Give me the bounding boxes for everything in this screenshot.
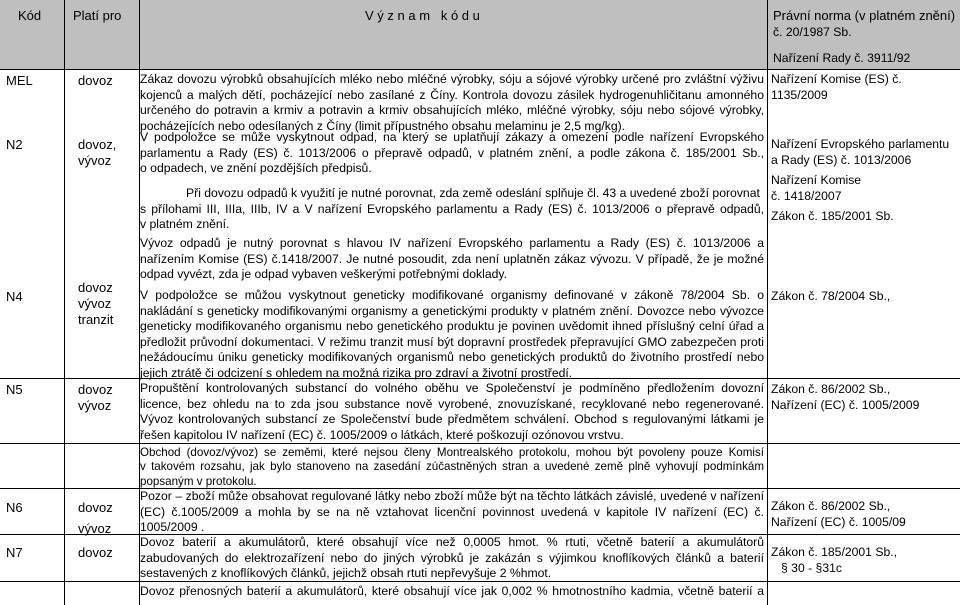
text-line: zabudovaných do elektrozařízení nebo do jiných výrobků je zakázán s výjimkou knoflíkových článků a baterií	[140, 550, 764, 565]
text-line: o odpadech, ve znění pozdějších předpisů.	[140, 161, 372, 176]
text-line: v platném znění.	[140, 217, 230, 232]
text-line: pocházejících nebo odesílaných z Číny (limit přípustného obsahu melaminu je 2,5 mg/kg).	[140, 118, 626, 133]
norma-line: Nařízení (EC) č. 1005/09	[771, 514, 906, 529]
norma-line: Nařízení Evropského parlamentu	[771, 137, 950, 151]
text-line: s přílohami III, IIIa, IIIb, IV a V nařízení Evropského parlamentu a Rady (ES) č. 1013/2006 o přepravě odpadů,	[140, 201, 764, 216]
row-mel-text	[140, 72, 764, 134]
text-line: určeného do potravin a krmiv a potravin a krmiv obsahujících mléko, mléčné výrobky, sóju nebo sójové výrobky,	[140, 103, 764, 118]
text-line: popsaným v protokolu.	[140, 474, 257, 488]
text-line: V podpoložce se může vyskytnout odpad, na který se uplatňují zákazy a omezení podle nařízení Evropského	[140, 130, 764, 144]
text-line: Zákaz dovozu výrobků obsahujících mléko nebo mléčné výrobky, sóju a sójové výrobky určené pro zvláštní výživu	[140, 72, 764, 86]
text-line: geneticky modifikovaného organismu nebo genetického produktu je povinen uvědomit ihned příslušný celní úřad a	[140, 319, 764, 334]
text-line: jejich ztrátě či odcizení s ohledem na možná rizika pro zdraví a životní prostředí.	[140, 365, 573, 380]
text-line: Dovoz baterií a akumulátorů, které obsahují více než 0,0005 hmot. % rtuti, včetně baterií a akumulátorů	[140, 535, 764, 549]
text-line: Obchod (dovoz/vývoz) se zeměmi, které nejsou členy Montrealského protokolu, mohou být povoleny pouze Komisí	[140, 446, 764, 459]
text-line: Při dovozu odpadů k využití je nutné porovnat, zda země odeslání splňuje čl. 43 a uvedené zboží porovnat	[186, 186, 760, 200]
plati-item: dovoz	[78, 382, 113, 397]
norma-line: Nařízení Komise	[771, 173, 862, 188]
row-mel-code: MEL	[6, 73, 33, 88]
norma-line: Zákon č. 78/2004 Sb.,	[771, 289, 891, 303]
norma-line: č. 1418/2007	[771, 188, 842, 203]
text-line: v takovém rozsahu, jak bylo stanoveno na zasedání zúčastněných stran a uvedené země plně vyhovují podmínkám	[140, 460, 764, 474]
row-n4-code: N4	[6, 289, 23, 304]
row-n2-code: N2	[6, 137, 23, 152]
text-line: Vývoz kontrolovaných substancí ze Společenství bude předmětem schválení. Obchod s regulovanými látkami je	[140, 412, 764, 427]
header-kod: Kód	[18, 8, 42, 23]
row-n4-plati	[78, 280, 136, 328]
row-mel-norma	[771, 72, 957, 103]
row-n2-plati	[78, 137, 136, 169]
text-line: (EC) č.1005/2009 a mohla by se na ně vztahovat licenční povinnost uvedená v kapitole IV nařízení (EC) č.	[140, 504, 764, 519]
row-n7-plati: dovoz	[78, 545, 113, 560]
plati-item: vývoz	[78, 521, 112, 536]
plati-item: dovoz	[78, 280, 113, 295]
column-divider	[767, 0, 768, 605]
norma-line: Zákon č. 86/2002 Sb.,	[771, 499, 891, 513]
row-n5-plati	[78, 382, 136, 414]
row-n6-norma	[771, 499, 957, 530]
row-n6-text	[140, 489, 764, 536]
text-line: 1005/2009 .	[140, 520, 205, 535]
norma-line: a Rady (ES) č. 1013/2006	[771, 152, 912, 167]
row-mel-plati: dovoz	[78, 73, 113, 88]
row-n6-plati	[78, 500, 136, 537]
text-line: nařízením Komise (ES) č.1418/2007. Je nutné posoudit, zda není uplatněn zákaz vývozu. V případě, že je možné	[140, 251, 764, 266]
norma-line: Zákon č. 86/2002 Sb.,	[771, 382, 891, 396]
row-n7-text-b	[140, 584, 764, 600]
row-n2-text-b	[140, 186, 764, 233]
row-n2-norma	[771, 137, 957, 225]
row-n2-text-c	[140, 236, 764, 283]
row-n5-text-a	[140, 381, 764, 443]
text-line: nakládání s geneticky modifikovanými organismy a genetickými produkty v platném znění. Dovozce nebo vývozce	[140, 303, 764, 318]
header-pravni-norma: Právní norma (v platném znění)	[773, 8, 956, 23]
header-bottom-line	[0, 69, 960, 70]
row-n7-norma	[771, 545, 957, 576]
text-line: Pozor – zboží může obsahovat regulované látky nebo zboží může být na těchto látkách závislé, uvedené v nařízení	[140, 489, 764, 503]
header-vyznam: V ý z n a m k ó d u	[365, 8, 480, 23]
norma-line: Zákon č. 185/2001 Sb.,	[771, 545, 898, 559]
plati-item: tranzit	[78, 312, 114, 327]
row-n6-code: N6	[6, 500, 23, 515]
text-line: V podpoložce se můžou vyskytnout geneticky modifikované organismy definované v zákoně 78/2004 Sb. o	[140, 288, 764, 302]
norma-line: § 30 - §31c	[781, 560, 842, 575]
text-line: Dovoz přenosných baterií a akumulátorů, které obsahují více jak 0,002 % hmotnostního kadmia, včetně baterií a	[140, 584, 764, 598]
text-line: parlamentu a Rady (ES) č. 1013/2006 o přepravě odpadů, v platném znění, a podle zákona č. 185/2001 Sb.,	[140, 145, 764, 160]
plati-item: dovoz	[78, 500, 113, 515]
row-n4-text	[140, 288, 764, 382]
norma-line: Zákon č. 185/2001 Sb.	[771, 209, 894, 224]
row-n7-text	[140, 535, 764, 582]
norma-line: Nařízení Komise (ES) č.	[771, 72, 902, 86]
text-line: nežádoucímu úniku geneticky modifikovaných organismů nebo genetických produktů do životního prostředí nebo	[140, 350, 764, 365]
plati-item: vývoz	[78, 153, 112, 168]
row-n4-norma	[771, 289, 957, 305]
text-line: řešen kapitolou IV nařízení (EC) č. 1005/2009 o látkách, které poškozují ozónovou vrstvu.	[140, 427, 624, 442]
norma-line: Nařízení (EC) č. 1005/2009	[771, 397, 920, 412]
text-line: odpad vyvézt, zda je odpad vybaven veškerými potřebnými doklady.	[140, 267, 507, 282]
plati-item: vývoz	[78, 398, 112, 413]
header-norma-line-2: Nařízení Rady č. 3911/92	[773, 51, 911, 65]
header-norma-line-1: č. 20/1987 Sb.	[773, 25, 852, 39]
row-n5-text-b	[140, 446, 764, 489]
column-divider	[64, 0, 65, 605]
plati-item: dovoz,	[78, 137, 117, 152]
text-line: licence, bez ohledu na to zda jsou substance nově vyrobené, znovuzískané, recyklované nebo regenerované.	[140, 396, 764, 411]
text-line: předložit průvodní dokumentaci. V režimu tranzit musí být dopravní prostředek přepravující GMO zabezpečen proti	[140, 334, 764, 349]
text-line: sestavených z knoflíkových článků, jejichž obsah rtuti nepřevyšuje 2 %hmot.	[140, 566, 552, 581]
text-line: Propuštění kontrolovaných substancí do volného oběhu ve Společenství je podmíněno předložením dovozní	[140, 381, 764, 395]
plati-item: vývoz	[78, 296, 112, 311]
norma-line: 1135/2009	[771, 87, 828, 102]
text-line: Vývoz odpadů je nutný porovnat s hlavou IV nařízení Evropského parlamentu a Rady (ES) č. 1013/2006 a	[140, 236, 764, 250]
row-n5-norma	[771, 382, 957, 413]
row-n2-text-a	[140, 130, 764, 177]
row-n5-code: N5	[6, 382, 23, 397]
header-plati-pro: Platí pro	[73, 8, 122, 23]
row-n7-code: N7	[6, 545, 23, 560]
text-line: kojenců a malých dětí, pocházející nebo zasílané z Číny. Kontrola dovozu zásilek hydrogenuhličitanu amonného	[140, 87, 764, 102]
